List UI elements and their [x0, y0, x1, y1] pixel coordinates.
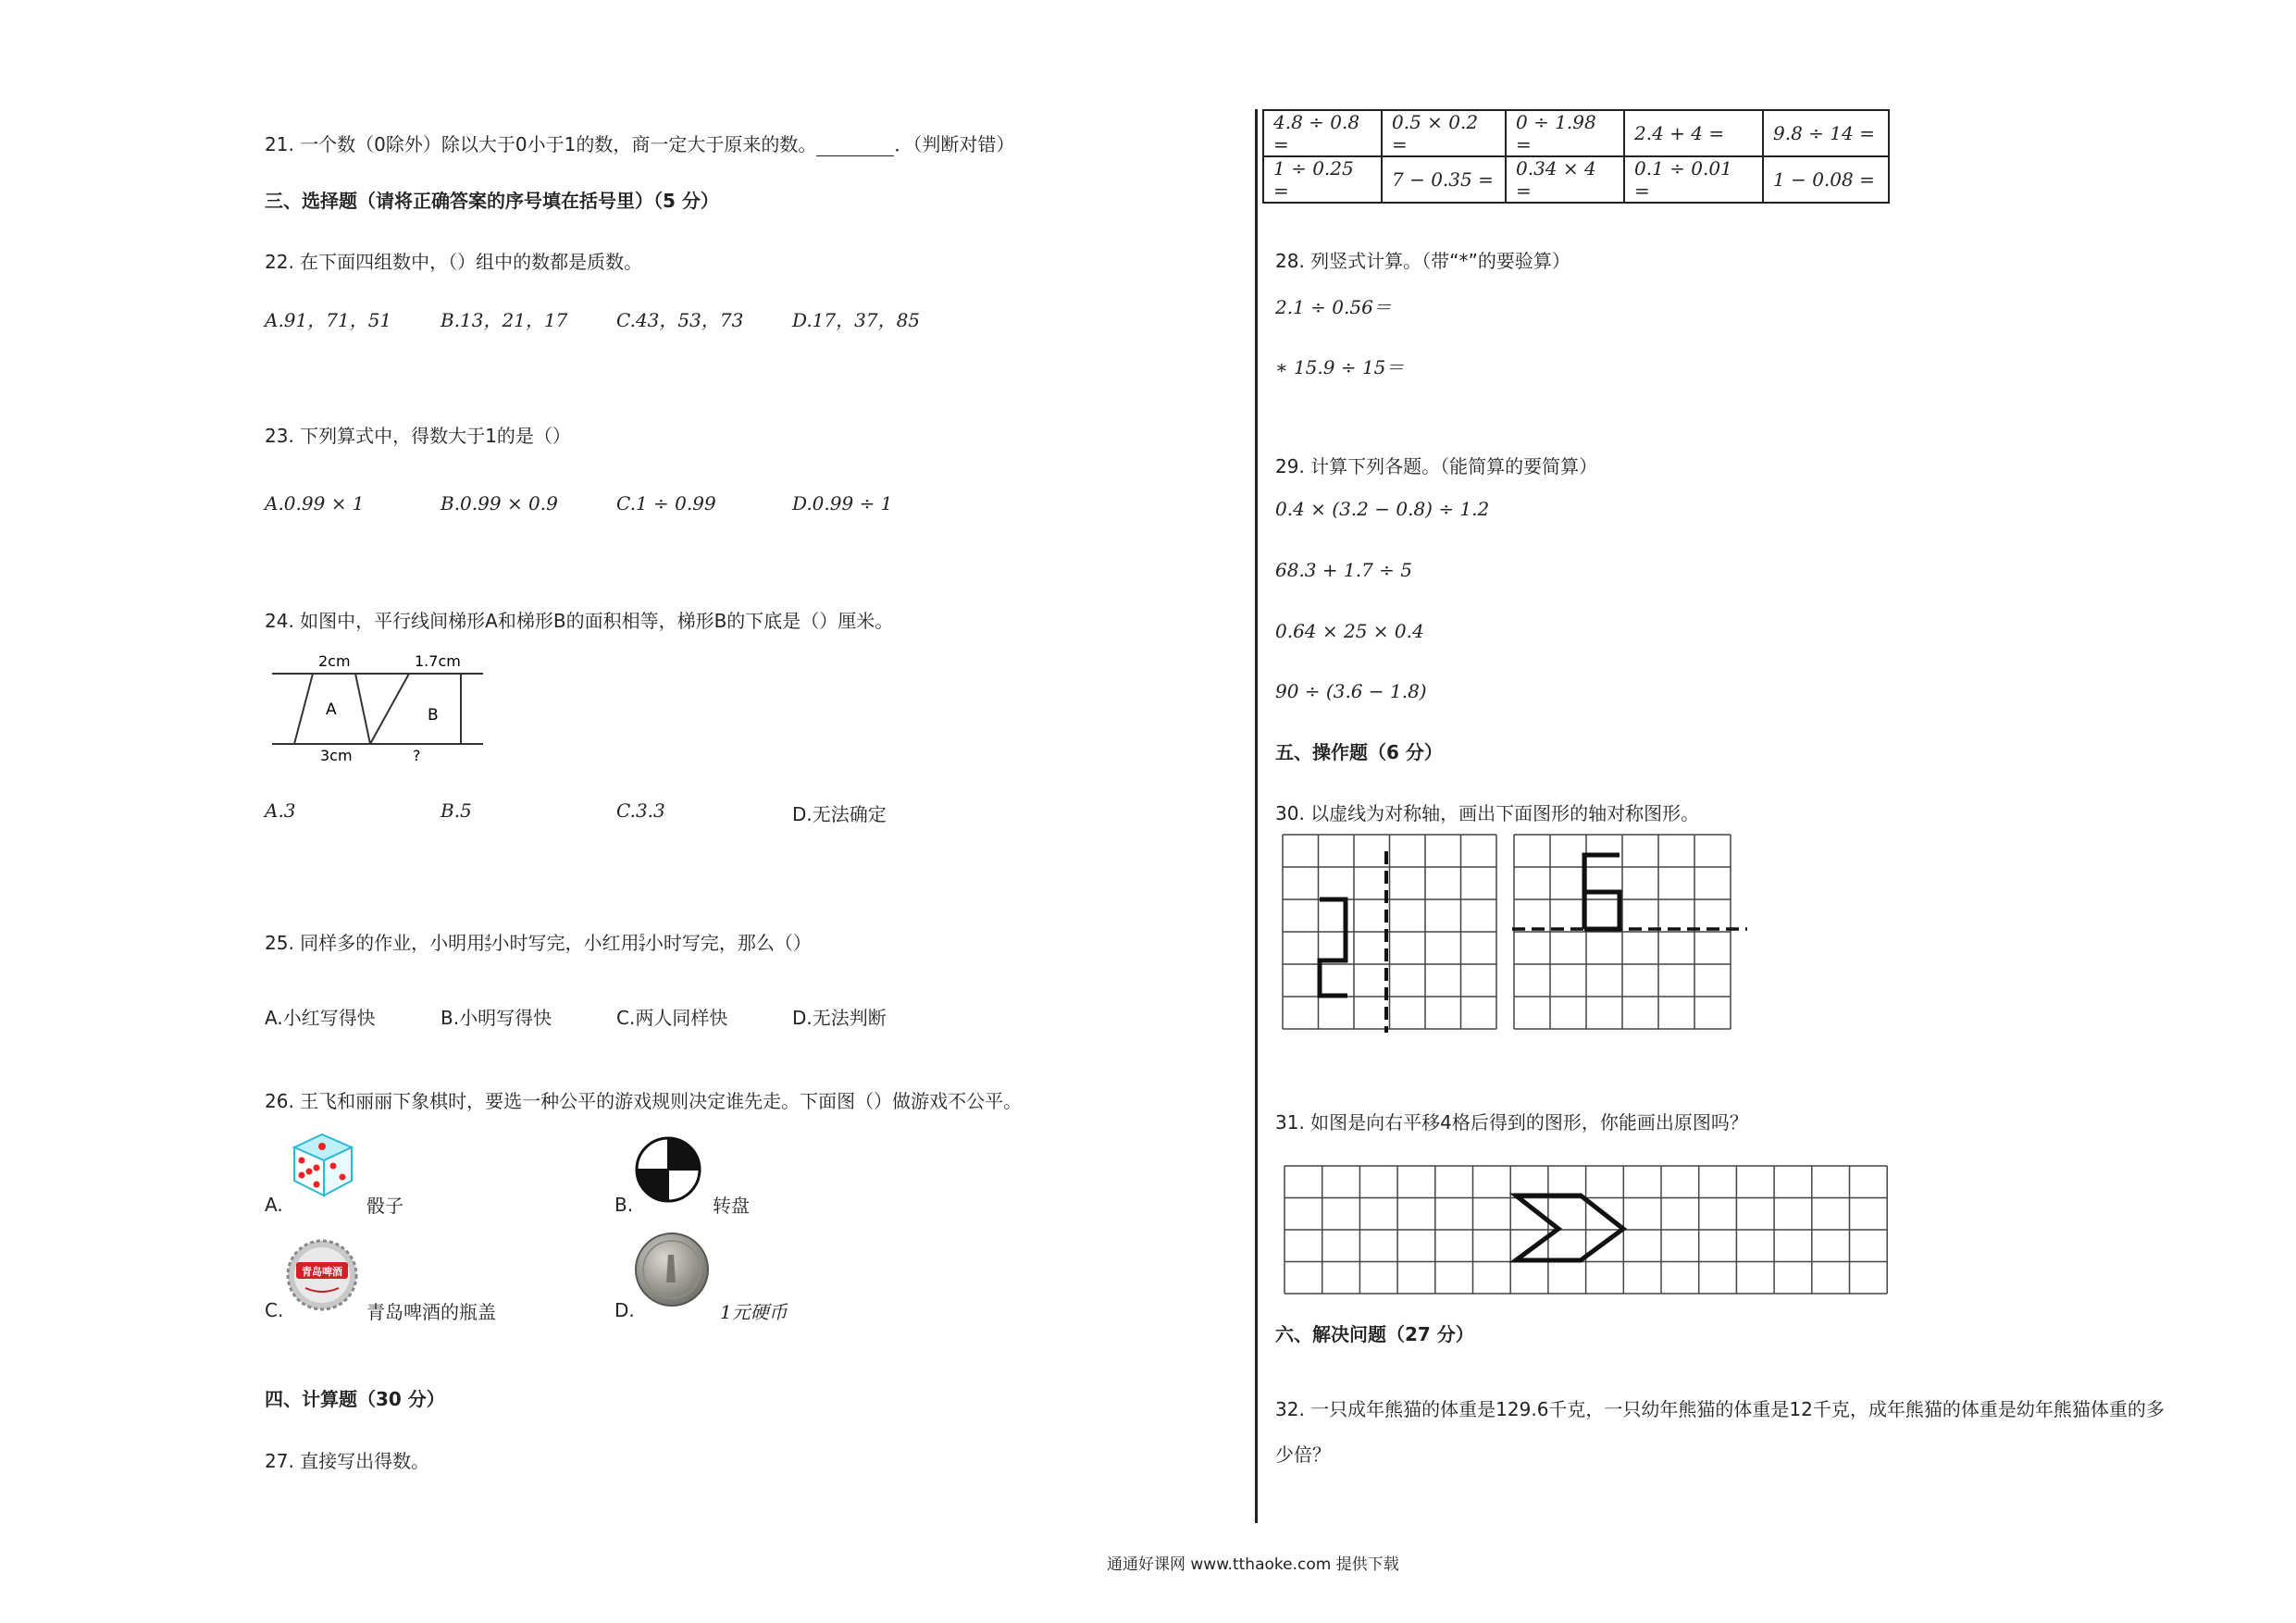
- q26-option-a-letter[interactable]: A.: [265, 1194, 283, 1216]
- section-5-heading: 五、操作题（6 分）: [1275, 741, 1443, 763]
- fraction-four-fifths: $\frac{4}{5}$: [485, 934, 491, 954]
- q22-option-b[interactable]: B.13，21，17: [441, 309, 568, 331]
- table-row: [1263, 156, 1889, 203]
- q24-option-d[interactable]: D.无法确定: [792, 803, 887, 825]
- q22-option-a[interactable]: A.91，71，51: [265, 309, 392, 331]
- q25-option-d[interactable]: D.无法判断: [792, 1007, 887, 1029]
- q23-option-b[interactable]: B.0.99 × 0.9: [441, 492, 558, 514]
- question-23: 23. 下列算式中，得数大于1的是（）: [265, 425, 571, 447]
- q23-option-d[interactable]: D.0.99 ÷ 1: [792, 492, 893, 514]
- coin-icon: [633, 1231, 711, 1308]
- q26-option-c-letter[interactable]: C.: [265, 1299, 284, 1321]
- section-3-heading: 三、选择题（请将正确答案的序号填在括号里）（5 分）: [265, 190, 719, 212]
- label-bottom-left: 3cm: [320, 747, 353, 764]
- column-divider: [1255, 109, 1258, 1523]
- q25-prefix: 25. 同样多的作业，小明用: [265, 932, 486, 954]
- question-21-suffix: ．（判断对错）: [894, 133, 1015, 155]
- q25-option-c[interactable]: C.两人同样快: [616, 1007, 728, 1029]
- section-6-heading: 六、解决问题（27 分）: [1275, 1323, 1474, 1345]
- calc-cell[interactable]: 0.5 × 0.2 =: [1382, 110, 1506, 156]
- label-top-right: 1.7cm: [415, 652, 461, 670]
- answer-blank[interactable]: [816, 139, 894, 156]
- mental-math-table: [1262, 109, 1890, 204]
- grid-left: [1283, 835, 1496, 1029]
- label-bottom-right: ?: [413, 747, 421, 764]
- question-32-line-2: 少倍？: [1275, 1443, 1331, 1466]
- q29-item-4: 90 ÷ (3.6 − 1.8): [1275, 680, 1427, 702]
- q26-option-d-label[interactable]: 1元硬币: [720, 1301, 788, 1323]
- calc-cell[interactable]: 2.4 + 4 =: [1624, 110, 1763, 156]
- trapezoid-figure: [268, 648, 490, 768]
- q23-option-a[interactable]: A.0.99 × 1: [265, 492, 365, 514]
- translation-grid: [1283, 1164, 1893, 1295]
- question-28: 28. 列竖式计算。（带“*”的要验算）: [1275, 250, 1570, 272]
- q25-suffix: 小时写完，那么（）: [644, 932, 812, 954]
- cap-text: 青岛啤酒: [302, 1266, 342, 1278]
- bottle-cap-icon: [285, 1238, 359, 1312]
- dice-icon: [285, 1127, 359, 1201]
- grid-right: [1514, 835, 1731, 1029]
- question-21: [265, 130, 1014, 156]
- question-21-text: 21. 一个数（0除外）除以大于0小于1的数，商一定大于原来的数。: [265, 133, 817, 155]
- question-29: 29. 计算下列各题。（能简算的要简算）: [1275, 455, 1598, 477]
- arrow-shape: [1516, 1196, 1623, 1260]
- q25-mid: 小时写完，小红用: [490, 932, 639, 954]
- question-30: 30. 以虚线为对称轴，画出下面图形的轴对称图形。: [1275, 802, 1700, 824]
- q29-item-3: 0.64 × 25 × 0.4: [1275, 620, 1424, 642]
- q22-option-c[interactable]: C.43，53，73: [616, 309, 744, 331]
- label-top-left: 2cm: [318, 652, 351, 670]
- q26-option-a-label[interactable]: 骰子: [366, 1195, 403, 1217]
- calc-cell[interactable]: 0.1 ÷ 0.01 =: [1624, 156, 1763, 203]
- calc-cell[interactable]: 0.34 × 4 =: [1506, 156, 1624, 203]
- question-32-line-1: 32. 一只成年熊猫的体重是129.6千克，一只幼年熊猫的体重是12千克，成年熊猫的体重是幼年熊猫体重的多: [1275, 1398, 2165, 1420]
- spinner-icon: [633, 1136, 703, 1207]
- section-4-heading: 四、计算题（30 分）: [265, 1388, 445, 1410]
- question-24: 24. 如图中，平行线间梯形A和梯形B的面积相等，梯形B的下底是（）厘米。: [265, 610, 894, 632]
- question-31: 31. 如图是向右平移4格后得到的图形，你能画出原图吗？: [1275, 1111, 1748, 1134]
- q28-item-2: ∗ 15.9 ÷ 15＝: [1275, 356, 1405, 378]
- table-row: [1263, 110, 1889, 156]
- q28-item-1: 2.1 ÷ 0.56＝: [1275, 296, 1392, 318]
- q29-item-1: 0.4 × (3.2 − 0.8) ÷ 1.2: [1275, 498, 1490, 520]
- calc-cell[interactable]: 1 ÷ 0.25 =: [1263, 156, 1382, 203]
- question-25: [265, 928, 812, 955]
- calc-cell[interactable]: 1 − 0.08 =: [1763, 156, 1889, 203]
- footer-credit: 通通好课网 www.tthaoke.com 提供下载: [1107, 1555, 1399, 1574]
- grid-translation: [1285, 1166, 1887, 1294]
- calc-cell[interactable]: 7 − 0.35 =: [1382, 156, 1506, 203]
- q26-option-d-letter[interactable]: D.: [614, 1299, 635, 1321]
- digit-2-shape: [1320, 899, 1347, 996]
- q24-option-c[interactable]: C.3.3: [616, 799, 665, 822]
- label-a: A: [326, 700, 337, 719]
- q26-option-b-letter[interactable]: B.: [614, 1194, 634, 1216]
- q22-option-d[interactable]: D.17，37，85: [792, 309, 921, 331]
- q24-option-a[interactable]: A.3: [265, 799, 296, 822]
- calc-cell[interactable]: 0 ÷ 1.98 =: [1506, 110, 1624, 156]
- label-b: B: [428, 706, 439, 725]
- q25-option-b[interactable]: B.小明写得快: [441, 1007, 552, 1029]
- calc-cell[interactable]: 4.8 ÷ 0.8 =: [1263, 110, 1382, 156]
- calc-cell[interactable]: 9.8 ÷ 14 =: [1763, 110, 1889, 156]
- q23-option-c[interactable]: C.1 ÷ 0.99: [616, 492, 716, 514]
- q26-option-b-label[interactable]: 转盘: [713, 1195, 750, 1217]
- q24-option-b[interactable]: B.5: [441, 799, 472, 822]
- symmetry-grids: [1281, 833, 1753, 1033]
- question-26: 26. 王飞和丽丽下象棋时，要选一种公平的游戏规则决定谁先走。下面图（）做游戏不公平。: [265, 1090, 1023, 1112]
- q25-option-a[interactable]: A.小红写得快: [265, 1007, 376, 1029]
- q29-item-2: 68.3 + 1.7 ÷ 5: [1275, 559, 1413, 581]
- question-27: 27. 直接写出得数。: [265, 1450, 430, 1472]
- fraction-five-fourths: $\frac{5}{4}$: [639, 934, 645, 954]
- q26-option-c-label[interactable]: 青岛啤酒的瓶盖: [366, 1301, 496, 1323]
- question-22: 22. 在下面四组数中，（）组中的数都是质数。: [265, 251, 643, 273]
